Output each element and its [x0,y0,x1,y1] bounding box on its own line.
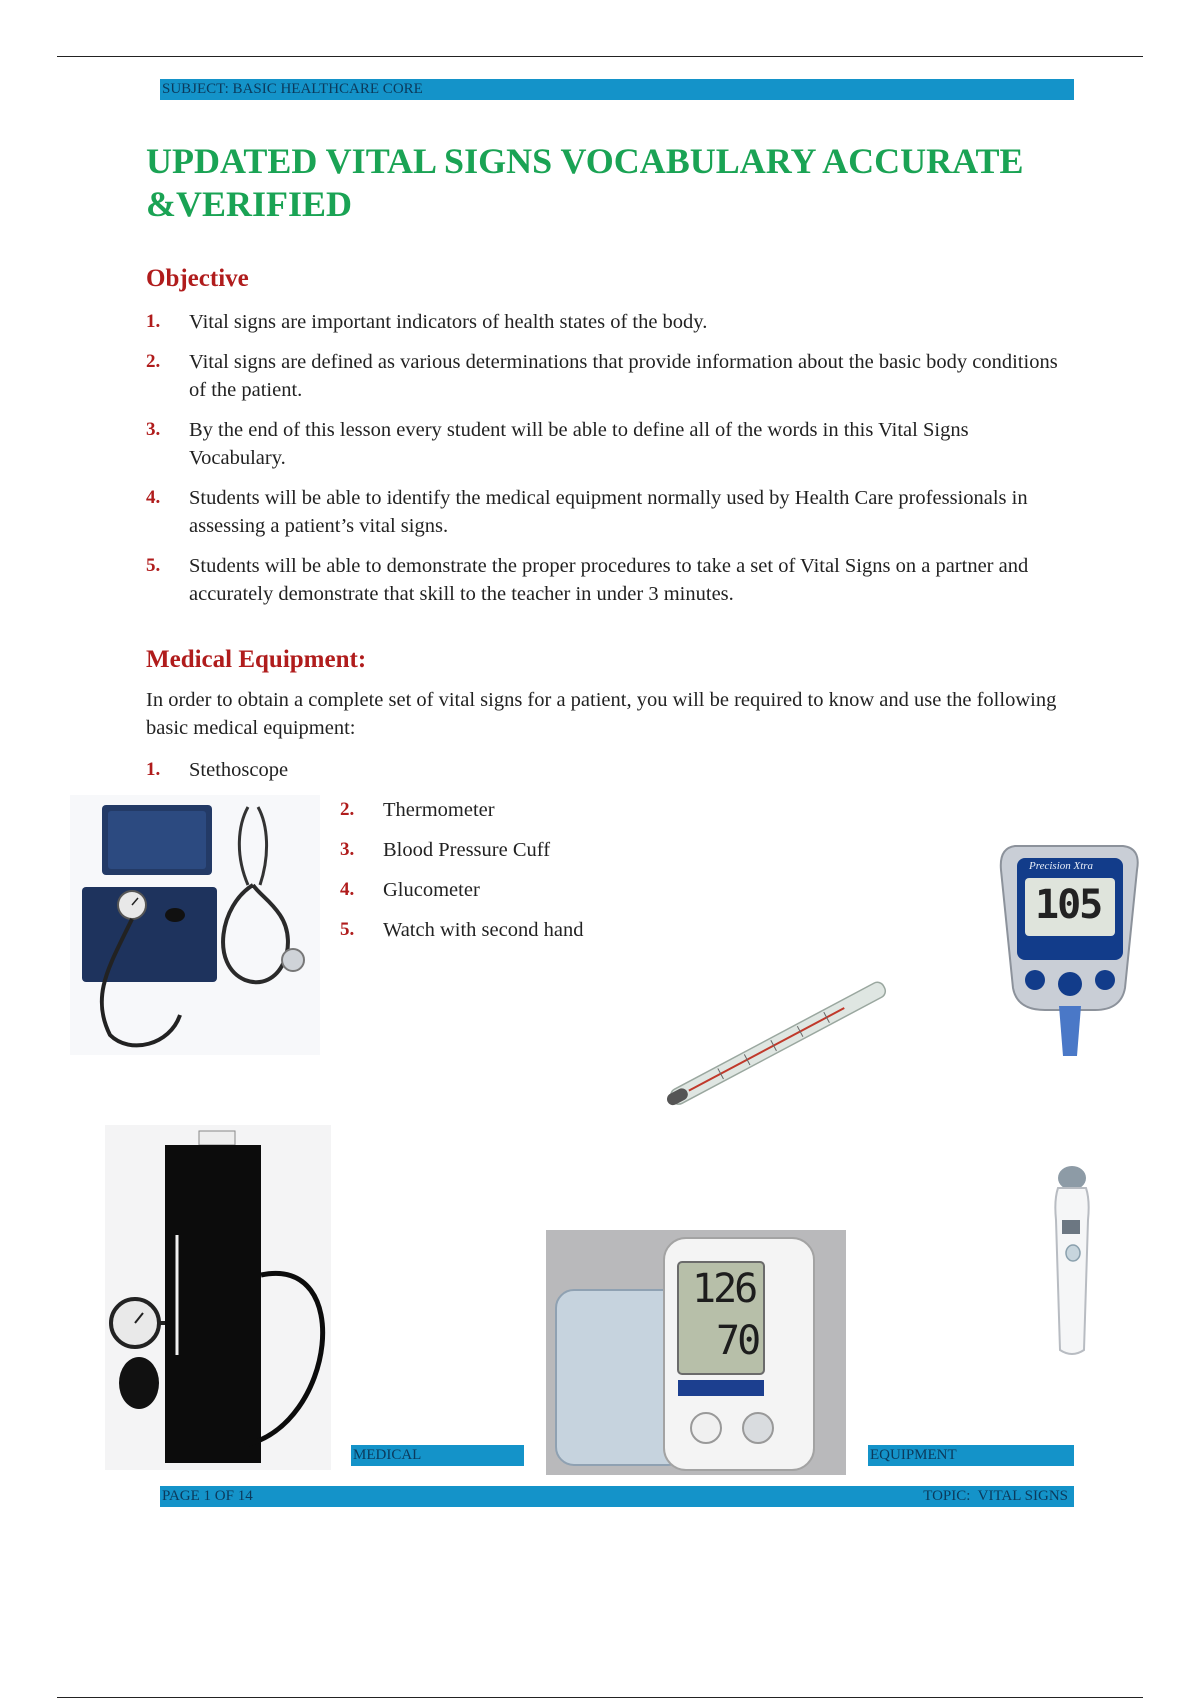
stethoscope-bp-cuff-image [70,795,320,1055]
list-number: 1. [146,311,161,332]
list-text: Stethoscope [189,759,289,781]
list-text: Vital signs are defined as various determinations that provide information about the basic body conditions of the patient. [189,351,1058,401]
equipment-heading: Medical Equipment: [146,646,367,673]
aneroid-cuff-image [105,1125,331,1470]
list-number: 2. [146,351,161,372]
list-item [146,348,1069,404]
list-item [146,756,489,784]
glucometer-brand: Precision Xtra [1029,860,1094,872]
list-text: Students will be able to identify the medical equipment normally used by Health Care professionals in assessing a patient’s vital signs. [189,487,1028,537]
bp-diastolic-reading: 70 [716,1318,759,1364]
list-number: 5. [340,919,355,940]
list-text: By the end of this lesson every student will be able to define all of the words in this Vital Signs Vocabulary. [189,419,969,469]
list-item [146,484,1069,540]
list-number: 4. [340,879,355,900]
list-number: 3. [146,419,161,440]
list-text: Blood Pressure Cuff [383,839,551,861]
list-text: Vital signs are important indicators of health states of the body. [189,311,708,333]
footer-band [160,1486,1074,1507]
thermometer-image [652,955,912,1125]
list-item [340,836,713,864]
top-rule [57,56,1143,57]
list-number: 3. [340,839,355,860]
glucometer-reading: 105 [1035,882,1102,928]
equipment-list-first [146,756,489,784]
list-item [146,416,1069,472]
list-text: Watch with second hand [383,919,584,941]
page-number: PAGE 1 OF 14 [162,1488,253,1504]
equipment-list-rest [340,796,713,944]
list-number: 1. [146,759,161,780]
equipment-intro: In order to obtain a complete set of vital signs for a patient, you will be required to know and use the following basic medical equipment: [146,689,1057,739]
objective-list [146,308,1069,608]
list-item [340,796,713,824]
bottom-rule [57,1697,1143,1698]
list-item [340,916,713,944]
list-item [146,552,1069,608]
list-number: 4. [146,487,161,508]
list-text: Glucometer [383,879,480,901]
list-item [146,308,1069,336]
glucometer-image [995,838,1145,1063]
list-text: Students will be able to demonstrate the proper procedures to take a set of Vital Signs on a partner and accurately demonstrate that skill to the teacher in under 3 minutes. [189,555,1029,605]
caption-medical: MEDICAL [351,1445,524,1466]
page-title: UPDATED VITAL SIGNS VOCABULARY ACCURATE &VERIFIED [146,141,1024,224]
topic-label: TOPIC: VITAL SIGNS [923,1488,1068,1504]
objective-heading: Objective [146,265,249,292]
bp-systolic-reading: 126 [692,1266,756,1312]
ear-thermometer-image [1040,1160,1100,1360]
list-number: 5. [146,555,161,576]
list-item [340,876,713,904]
list-number: 2. [340,799,355,820]
caption-equipment: EQUIPMENT [868,1445,1074,1466]
wrist-bp-monitor-image [546,1230,846,1475]
list-text: Thermometer [383,799,495,821]
header-subject-band: SUBJECT: BASIC HEALTHCARE CORE [160,79,1074,100]
